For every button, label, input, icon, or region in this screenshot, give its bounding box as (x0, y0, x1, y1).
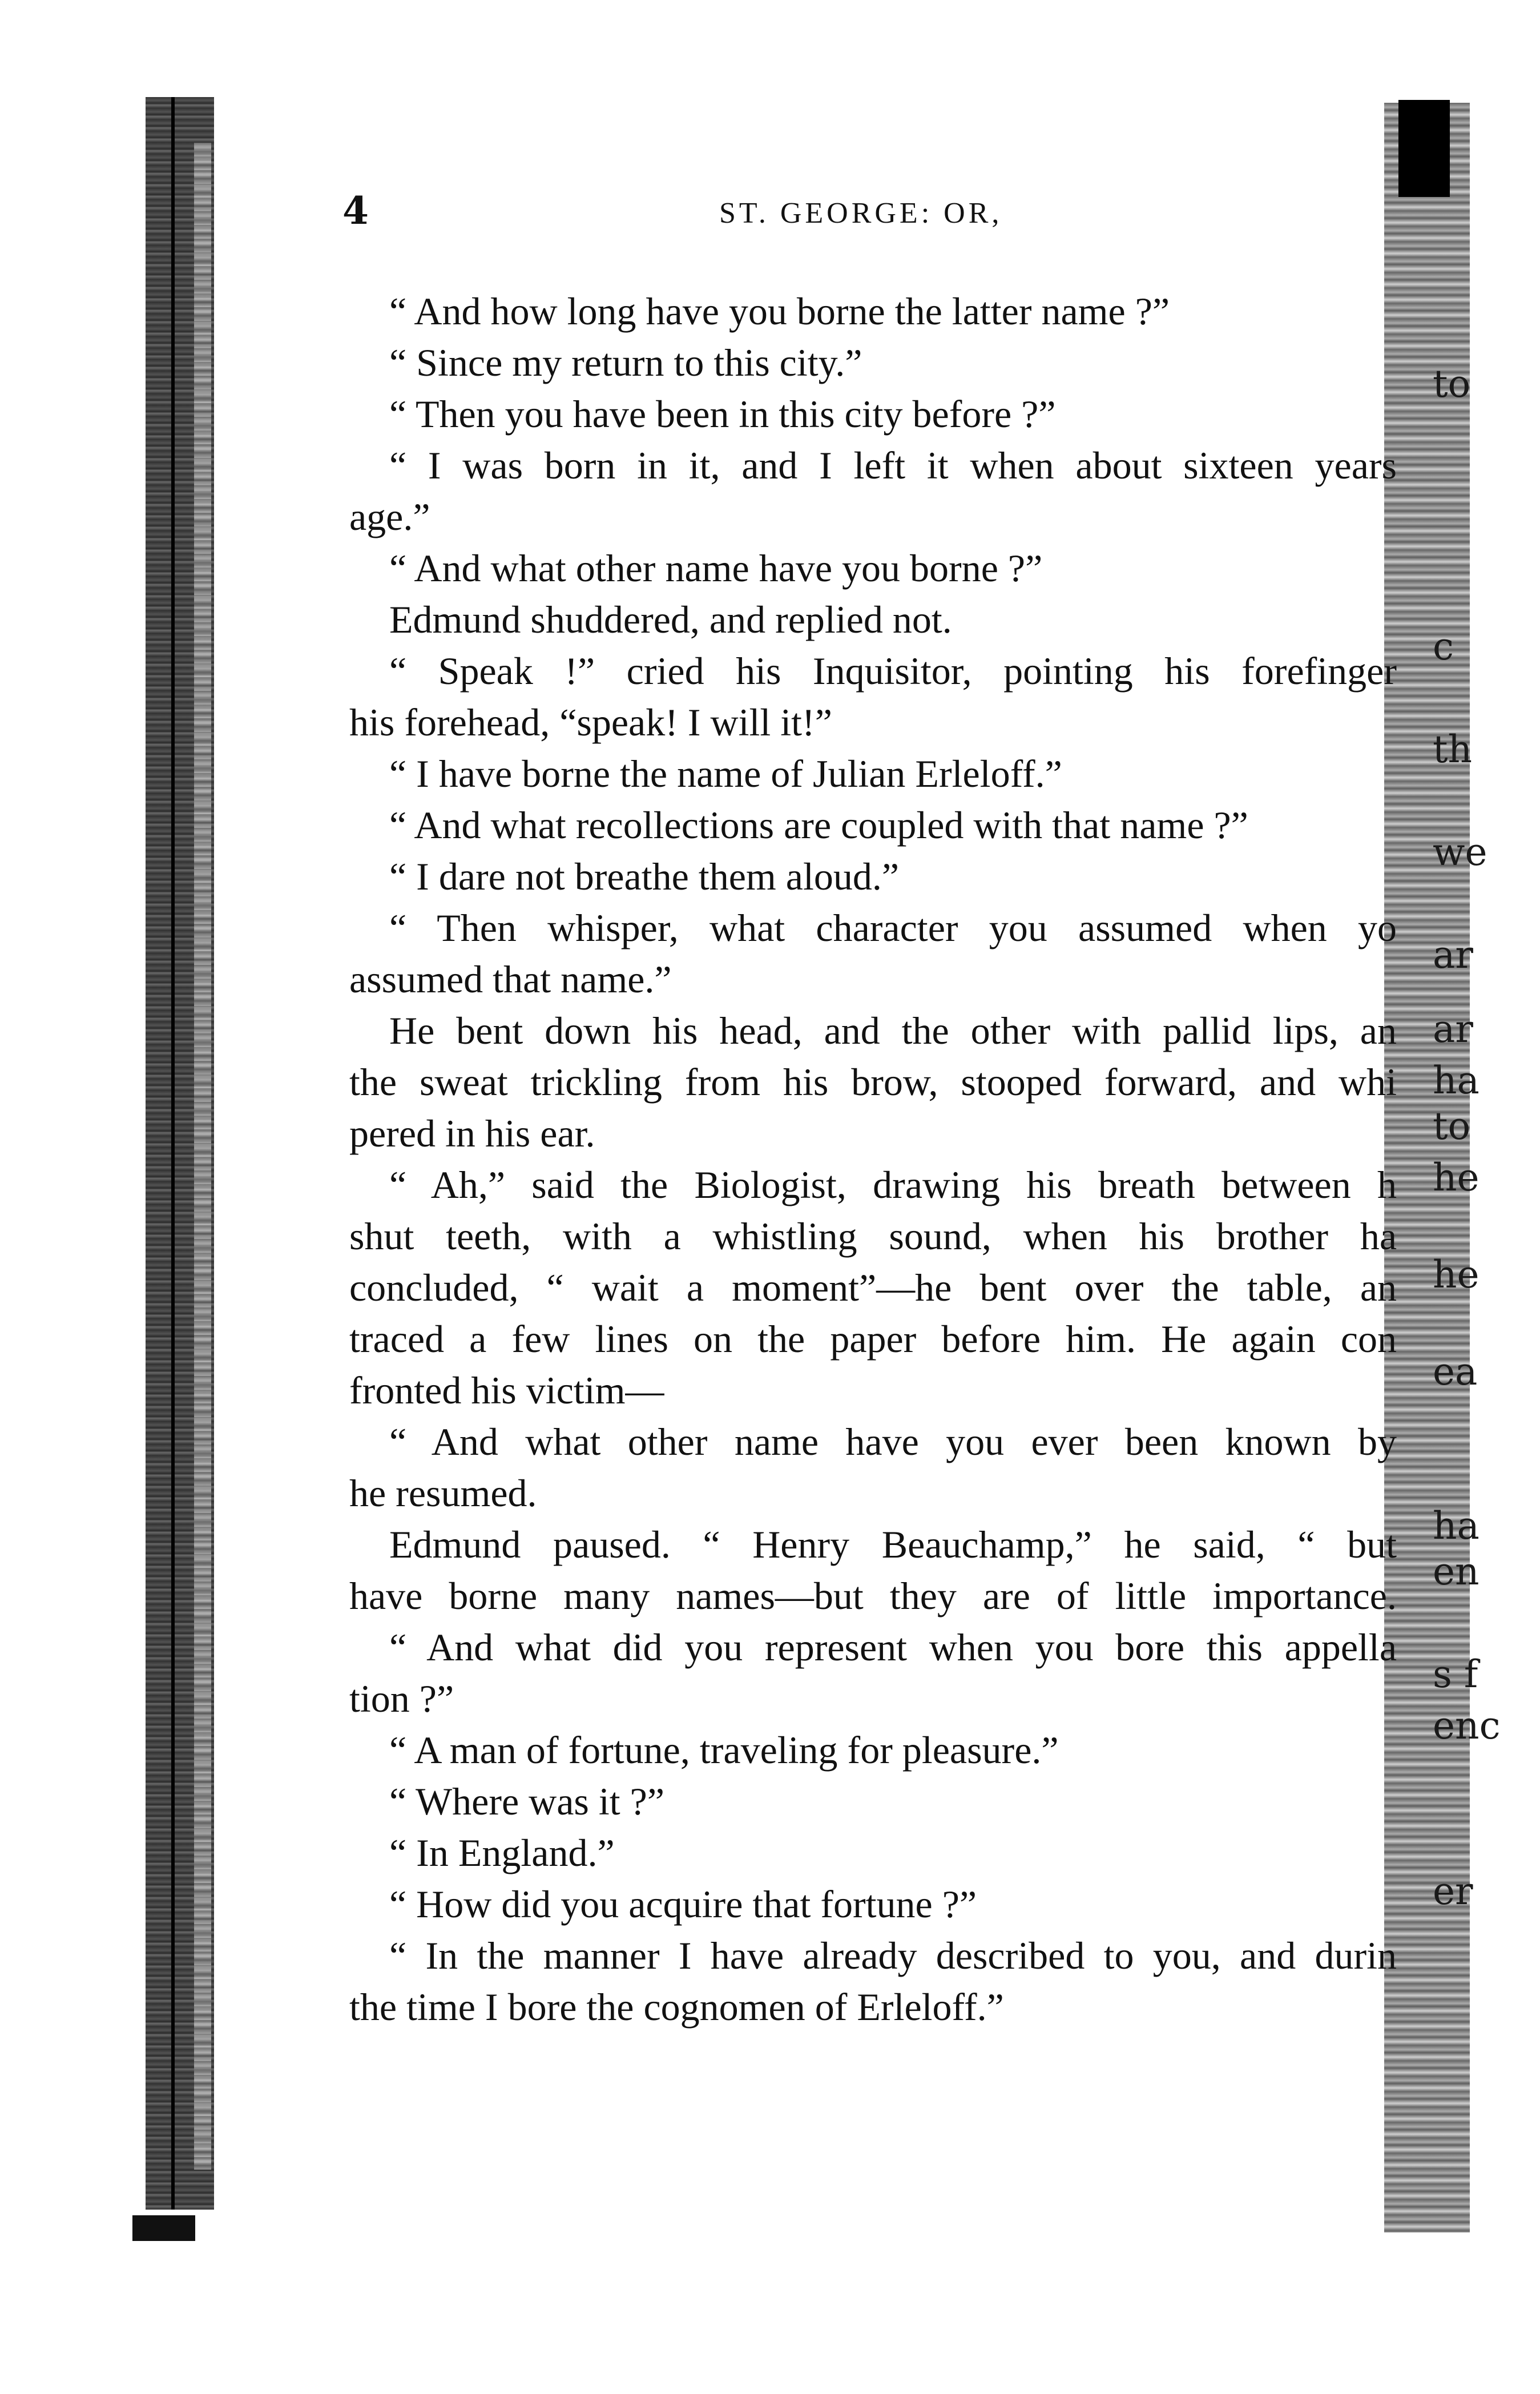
text-line: “ Ah,” said the Biologist, drawing his breath between h (389, 1163, 1397, 1206)
binding-foot (132, 2215, 195, 2241)
text-line: “ And what recollections are coupled with that name ?” (389, 803, 1248, 847)
scan-speckle (194, 143, 211, 2170)
bleed-fragment: he (1433, 1253, 1479, 1297)
text-line: “ Then whisper, what character you assumed when yo (389, 906, 1397, 949)
bleed-fragment: ha (1433, 1504, 1479, 1548)
body-text (349, 285, 1397, 2033)
text-line: “ I was born in it, and I left it when about sixteen years (389, 444, 1397, 487)
binding-line (171, 97, 175, 2210)
text-line: “ Then you have been in this city before ?” (389, 392, 1056, 436)
text-line: assumed that name.” (349, 957, 672, 1001)
bleed-fragment: enc (1433, 1704, 1501, 1748)
bleed-fragment: he (1433, 1156, 1479, 1200)
text-line: “ A man of fortune, traveling for pleasure.” (389, 1728, 1059, 1772)
text-line: “ In England.” (389, 1831, 615, 1874)
text-line: “ I dare not breathe them aloud.” (389, 855, 900, 898)
text-line: “ How did you acquire that fortune ?” (389, 1882, 977, 1926)
next-page-top-mark (1398, 100, 1450, 197)
text-line: the time I bore the cognomen of Erleloff.” (349, 1985, 1004, 2029)
bleed-fragment: er (1433, 1869, 1473, 1913)
bleed-fragment: ea (1433, 1350, 1478, 1394)
text-line: shut teeth, with a whistling sound, when his brother ha (349, 1214, 1397, 1258)
text-line: the sweat trickling from his brow, stooped forward, and whi (349, 1060, 1397, 1104)
text-line: “ And how long have you borne the latter name ?” (389, 289, 1170, 333)
bleed-fragment: to (1433, 362, 1471, 406)
text-line: have borne many names—but they are of little importance. (349, 1574, 1397, 1618)
text-line: age.” (349, 495, 430, 538)
bleed-fragment: s f (1433, 1652, 1478, 1696)
text-line: he resumed. (349, 1471, 537, 1515)
bleed-fragment: th (1433, 727, 1473, 771)
bleed-fragment: to (1433, 1104, 1471, 1148)
text-line: “ I have borne the name of Julian Erleloff.” (389, 752, 1062, 795)
text-line: He bent down his head, and the other with pallid lips, an (389, 1009, 1397, 1052)
text-line: Edmund paused. “ Henry Beauchamp,” he said, “ but (389, 1523, 1397, 1566)
bleed-fragment: ar (1433, 1007, 1473, 1051)
text-line: fronted his victim— (349, 1369, 664, 1412)
page-header (342, 188, 1410, 240)
page-number: 4 (342, 188, 369, 233)
bleed-fragment: ha (1433, 1059, 1479, 1103)
text-line: Edmund shuddered, and replied not. (389, 598, 952, 641)
text-line: “ In the manner I have already described to you, and durin (389, 1934, 1397, 1977)
text-line: “ Where was it ?” (389, 1780, 665, 1823)
text-line: “ And what other name have you borne ?” (389, 546, 1043, 590)
text-line: traced a few lines on the paper before him. He again con (349, 1317, 1397, 1361)
text-line: pered in his ear. (349, 1112, 595, 1155)
bleed-fragment: en (1433, 1550, 1479, 1594)
text-line: “ And what did you represent when you bore this appella (389, 1625, 1397, 1669)
text-line: “ And what other name have you ever been known by (389, 1420, 1397, 1463)
bleed-fragment: c (1433, 625, 1454, 669)
text-line: concluded, “ wait a moment”—he bent over the table, an (349, 1266, 1397, 1309)
running-head: ST. GEORGE: OR, (719, 197, 1003, 230)
text-line: “ Since my return to this city.” (389, 341, 862, 384)
bleed-fragment: we (1433, 830, 1487, 874)
text-line: tion ?” (349, 1677, 454, 1720)
text-line: his forehead, “speak! I will it!” (349, 701, 832, 744)
bleed-fragment: ar (1433, 933, 1473, 977)
text-line: “ Speak !” cried his Inquisitor, pointing his forefinger (389, 649, 1397, 693)
